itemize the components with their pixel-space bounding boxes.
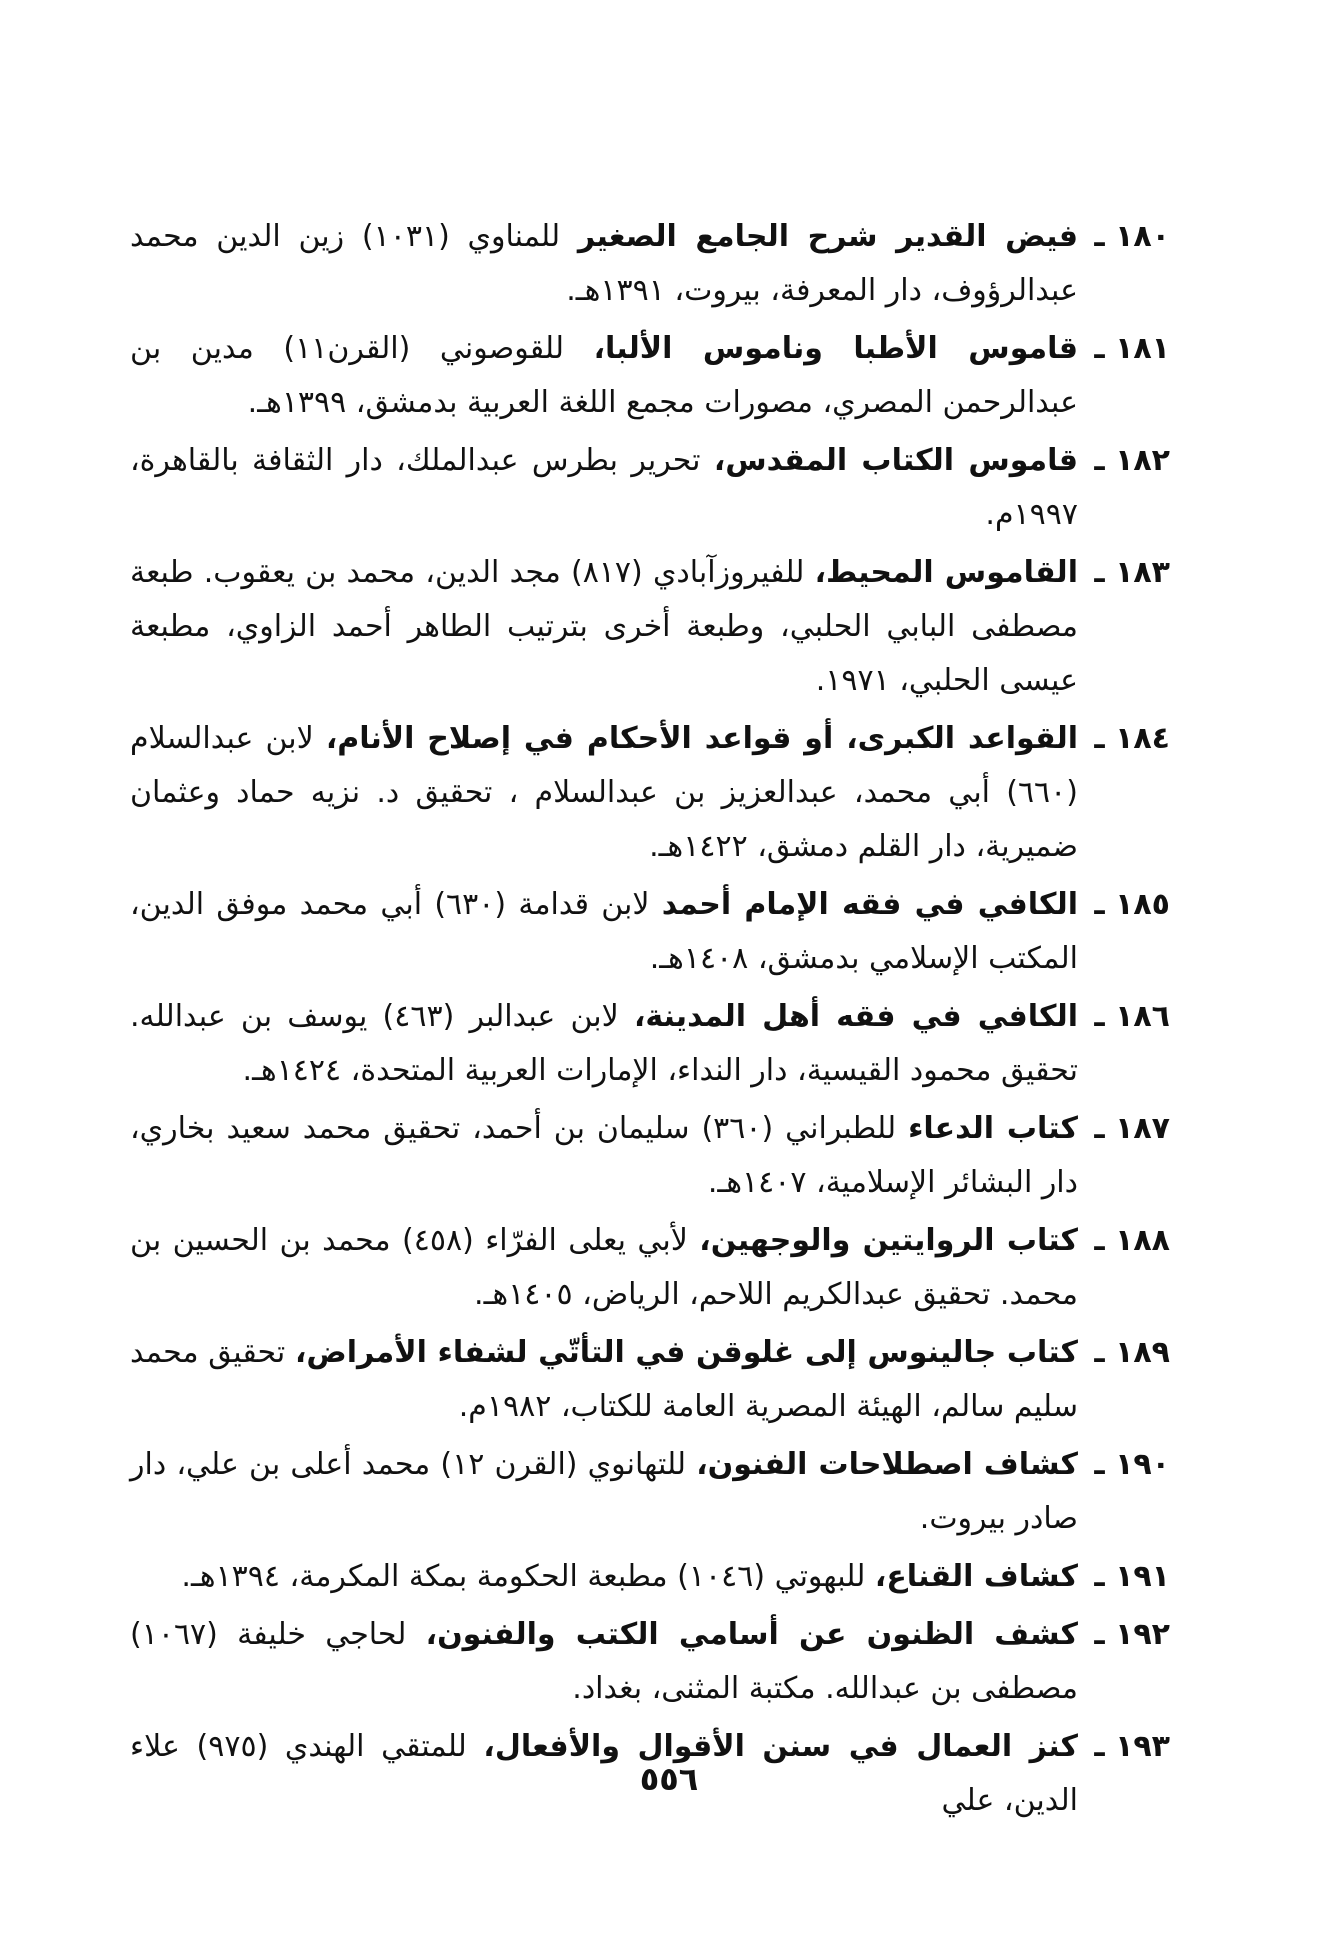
entry-text — [130, 1438, 1078, 1546]
bibliography-entry — [130, 1608, 1170, 1716]
bibliography-entry — [130, 1102, 1170, 1210]
entry-text — [130, 546, 1078, 708]
entry-title: كتاب الدعاء — [908, 1111, 1078, 1146]
entry-title: كتاب جالينوس إلى غلوقن في التأتّي لشفاء الأمراض، — [294, 1335, 1079, 1370]
entry-details: لابن عبدالبر (٤٦٣) يوسف بن عبدالله. تحقيق محمود القيسية، دار النداء، الإمارات العربية المتحدة، ١٤٢٤هـ. — [130, 999, 1078, 1088]
entry-title: كتاب الروايتين والوجهين، — [699, 1223, 1078, 1258]
bibliography-entry — [130, 1438, 1170, 1546]
entry-text — [130, 1608, 1078, 1716]
entry-text — [130, 990, 1078, 1098]
entry-title: الكافي في فقه أهل المدينة، — [633, 999, 1079, 1034]
bibliography-entry — [130, 712, 1170, 874]
entry-number: ١٨٦ ـ — [1094, 999, 1170, 1034]
entry-number: ١٩٣ ـ — [1094, 1729, 1170, 1764]
entry-text — [130, 1214, 1078, 1322]
entry-details: تحرير بطرس عبدالملك، دار الثقافة بالقاهرة، ١٩٩٧م. — [130, 443, 1078, 532]
entry-text — [130, 322, 1078, 430]
entry-details: للفيروزآبادي (٨١٧) مجد الدين، محمد بن يعقوب. طبعة مصطفى البابي الحلبي، وطبعة أخرى بترتيب الطاهر أحمد الزاوي، مطبعة عيسى الحلبي، ١٩٧١. — [130, 555, 1078, 698]
entry-text — [130, 1326, 1078, 1434]
entry-number: ١٨٧ ـ — [1094, 1111, 1170, 1146]
entry-title: الكافي في فقه الإمام أحمد — [661, 887, 1079, 922]
entry-title: قاموس الكتاب المقدس، — [713, 443, 1078, 478]
entry-number: ١٨٣ ـ — [1094, 555, 1170, 590]
entry-title: القواعد الكبرى، أو قواعد الأحكام في إصلاح الأنام، — [325, 721, 1078, 756]
bibliography-entry — [130, 878, 1170, 986]
bibliography-entry — [130, 322, 1170, 430]
entry-number: ١٨٨ ـ — [1094, 1223, 1170, 1258]
entry-title: فيض القدير شرح الجامع الصغير — [577, 219, 1079, 254]
entry-text — [130, 1102, 1078, 1210]
entry-details: للمناوي (١٠٣١) زين الدين محمد عبدالرؤوف، دار المعرفة، بيروت، ١٣٩١هـ. — [130, 219, 1078, 308]
entry-details: لابن قدامة (٦٣٠) أبي محمد موفق الدين، المكتب الإسلامي بدمشق، ١٤٠٨هـ. — [130, 887, 1078, 976]
entry-details: لابن عبدالسلام (٦٦٠) أبي محمد، عبدالعزيز بن عبدالسلام ، تحقيق د. نزيه حماد وعثمان ضميرية، دار القلم دمشق، ١٤٢٢هـ. — [130, 721, 1078, 864]
entry-details: للطبراني (٣٦٠) سليمان بن أحمد، تحقيق محمد سعيد بخاري، دار البشائر الإسلامية، ١٤٠٧هـ. — [130, 1111, 1078, 1200]
entry-text — [130, 434, 1078, 542]
entry-details: تحقيق محمد سليم سالم، الهيئة المصرية العامة للكتاب، ١٩٨٢م. — [130, 1335, 1078, 1424]
entry-details: للمتقي الهندي (٩٧٥) علاء الدين، علي — [130, 1729, 1078, 1818]
entry-number: ١٩١ ـ — [1094, 1559, 1170, 1594]
entry-number: ١٨٢ ـ — [1094, 443, 1170, 478]
entry-number: ١٨٥ ـ — [1094, 887, 1170, 922]
bibliography-entry — [130, 546, 1170, 708]
entry-text — [130, 878, 1078, 986]
bibliography-entry — [130, 990, 1170, 1098]
page-number: ٥٥٦ — [639, 1760, 699, 1798]
entry-number: ١٨٩ ـ — [1094, 1335, 1170, 1370]
entry-title: كشاف اصطلاحات الفنون، — [696, 1447, 1078, 1482]
bibliography-entry — [130, 1326, 1170, 1434]
entry-details: للبهوتي (١٠٤٦) مطبعة الحكومة بمكة المكرمة، ١٣٩٤هـ. — [181, 1559, 875, 1594]
entry-details: للتهانوي (القرن ١٢) محمد أعلى بن علي، دار صادر بيروت. — [130, 1447, 1078, 1536]
bibliography-entry — [130, 1550, 1170, 1604]
entry-number: ١٩٢ ـ — [1094, 1617, 1170, 1652]
entry-title: القاموس المحيط، — [814, 555, 1078, 590]
entry-number: ١٨٠ ـ — [1094, 219, 1170, 254]
bibliography-list — [130, 210, 1170, 1832]
bibliography-entry — [130, 1214, 1170, 1322]
entry-details: لحاجي خليفة (١٠٦٧) مصطفى بن عبدالله. مكتبة المثنى، بغداد. — [130, 1617, 1078, 1706]
entry-title: كشاف القناع، — [874, 1559, 1078, 1594]
entry-text — [130, 210, 1078, 318]
entry-text — [130, 712, 1078, 874]
entry-title: كشف الظنون عن أسامي الكتب والفنون، — [425, 1617, 1078, 1652]
bibliography-entry — [130, 434, 1170, 542]
bibliography-entry — [130, 210, 1170, 318]
entry-number: ١٨٤ ـ — [1094, 721, 1170, 756]
entry-number: ١٨١ ـ — [1094, 331, 1170, 366]
entry-details: للقوصوني (القرن١١) مدين بن عبدالرحمن المصري، مصورات مجمع اللغة العربية بدمشق، ١٣٩٩هـ. — [130, 331, 1078, 420]
entry-details: لأبي يعلى الفرّاء (٤٥٨) محمد بن الحسين بن محمد. تحقيق عبدالكريم اللاحم، الرياض، ١٤٠٥هـ. — [130, 1223, 1078, 1312]
entry-title: قاموس الأطبا وناموس الألبا، — [593, 331, 1078, 366]
entry-number: ١٩٠ ـ — [1094, 1447, 1170, 1482]
entry-title: كنز العمال في سنن الأقوال والأفعال، — [483, 1729, 1079, 1764]
entry-text — [130, 1550, 1078, 1604]
